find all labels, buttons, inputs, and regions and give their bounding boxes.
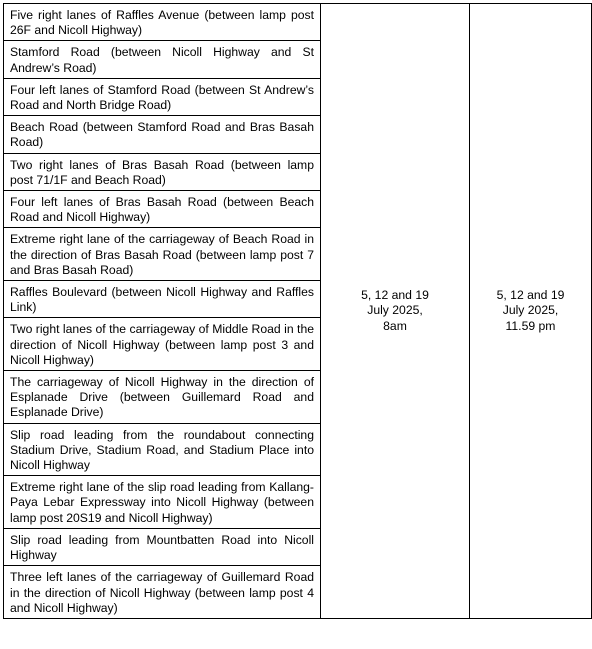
road-name-cell: Four left lanes of Stamford Road (between St Andrew’s Road and North Bridge Road) — [4, 78, 321, 115]
road-name-cell: Extreme right lane of the carriageway of Beach Road in the direction of Bras Basah Road (between lamp post 7 and Bras Basah Road) — [4, 228, 321, 281]
closure-start-time: 8am — [383, 318, 407, 333]
closure-start-month-year: July 2025, — [367, 303, 423, 318]
road-name-cell: Beach Road (between Stamford Road and Bras Basah Road) — [4, 116, 321, 153]
road-name-cell: Three left lanes of the carriageway of Guillemard Road in the direction of Nicoll Highway (between lamp post 4 and Nicoll Highway) — [4, 566, 321, 619]
closure-end-cell — [470, 4, 592, 619]
closure-end-time: 11.59 pm — [505, 318, 556, 333]
road-name-cell: Four left lanes of Bras Basah Road (between Beach Road and Nicoll Highway) — [4, 191, 321, 228]
road-name-cell: Two right lanes of the carriageway of Middle Road in the direction of Nicoll Highway (between lamp post 3 and Nicoll Highway) — [4, 318, 321, 371]
road-name-cell: Two right lanes of Bras Basah Road (between lamp post 71/1F and Beach Road) — [4, 153, 321, 190]
road-name-cell: Slip road leading from the roundabout connecting Stadium Drive, Stadium Road, and Stadium Place into Nicoll Highway — [4, 423, 321, 476]
road-closure-table-body — [4, 4, 592, 619]
road-closure-table — [3, 3, 592, 619]
closure-start-dates: 5, 12 and 19 — [361, 288, 429, 303]
road-name-cell: Stamford Road (between Nicoll Highway and St Andrew’s Road) — [4, 41, 321, 78]
road-name-cell: Five right lanes of Raffles Avenue (between lamp post 26F and Nicoll Highway) — [4, 4, 321, 41]
closure-end-dates: 5, 12 and 19 — [496, 288, 565, 303]
road-name-cell: Slip road leading from Mountbatten Road into Nicoll Highway — [4, 528, 321, 565]
road-name-cell: Raffles Boulevard (between Nicoll Highway and Raffles Link) — [4, 281, 321, 318]
closure-start-cell — [321, 4, 470, 619]
road-name-cell: The carriageway of Nicoll Highway in the direction of Esplanade Drive (between Guillemard Road and Esplanade Drive) — [4, 371, 321, 424]
closure-end-month-year: July 2025, — [502, 303, 559, 318]
table-row — [4, 4, 592, 41]
road-name-cell: Extreme right lane of the slip road leading from Kallang-Paya Lebar Expressway into Nicoll Highway (between lamp post 20S19 and Nicoll Highway) — [4, 476, 321, 529]
